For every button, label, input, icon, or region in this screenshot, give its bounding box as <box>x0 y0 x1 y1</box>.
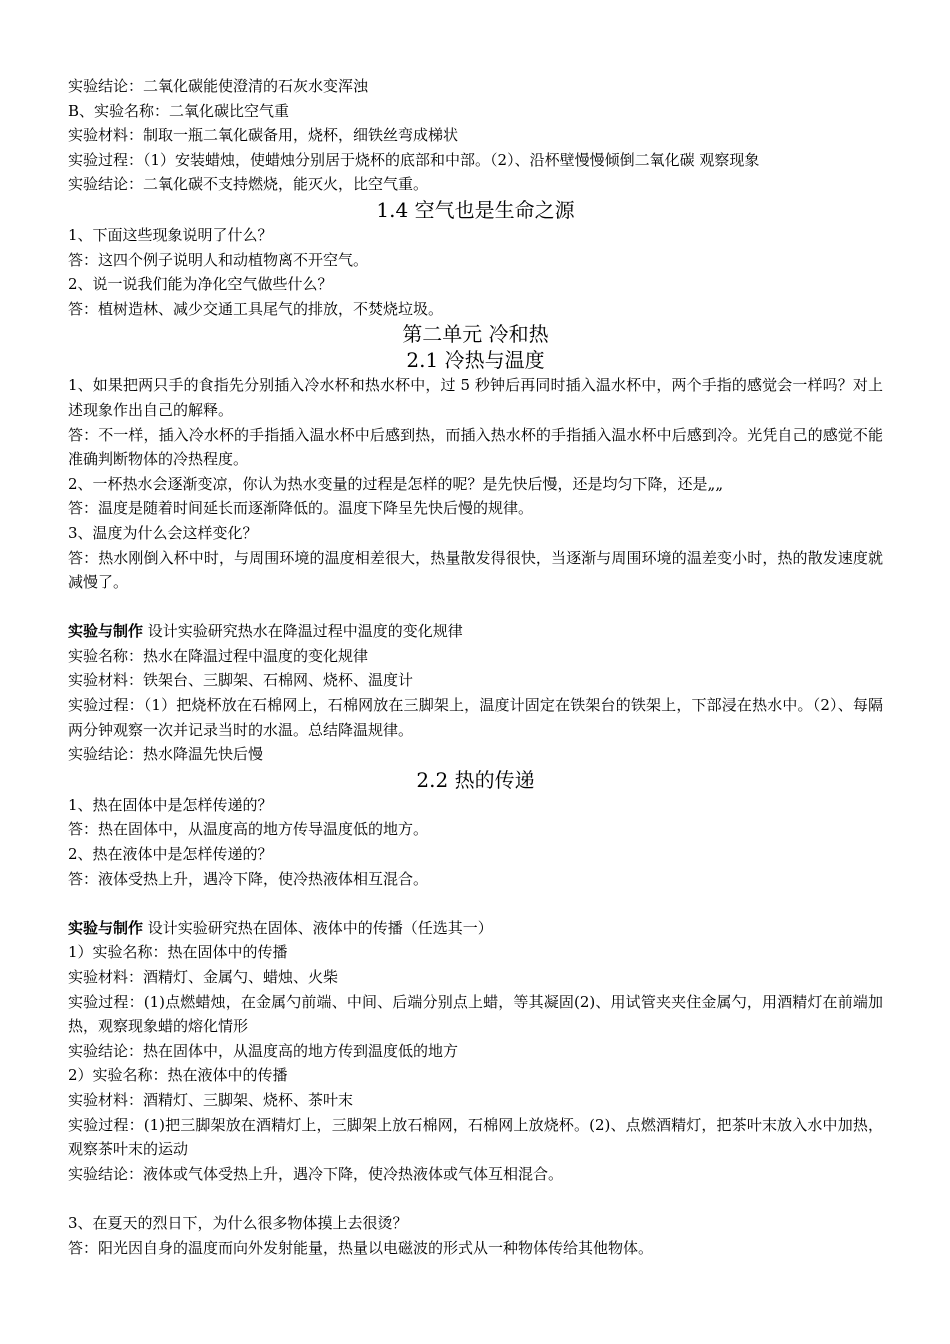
experiment-heading <box>68 619 883 644</box>
answer-line: 答：植树造林、减少交通工具尾气的排放，不焚烧垃圾。 <box>68 299 444 318</box>
text-paragraph: 实验过程：(1)把三脚架放在酒精灯上，三脚架上放石棉网，石棉网上放烧杯。(2)、点燃酒精灯，把茶叶末放入水中加热，观察茶叶末的运动 <box>68 1115 883 1159</box>
question-line: 2、热在液体中是怎样传递的？ <box>68 845 273 864</box>
question-line: 1、下面这些现象说明了什么？ <box>68 225 273 244</box>
question-line: 3、在夏天的烈日下，为什么很多物体摸上去很烫？ <box>68 1213 408 1232</box>
answer-paragraph: 答：不一样，插入冷水杯的手指插入温水杯中后感到热，而插入热水杯的手指插入温水杯中后感到冷。光凭自己的感觉不能准确判断物体的冷热程度。 <box>68 425 883 469</box>
question-line: 3、温度为什么会这样变化？ <box>68 523 258 542</box>
section-heading-1-4: 1.4 空气也是生命之源 <box>376 197 575 222</box>
text-line: 实验结论：热水降温先快后慢 <box>68 745 264 764</box>
text-line: 实验过程：（1）安装蜡烛，使蜡烛分别居于烧杯的底部和中部。（2）、沿杯壁慢慢倾倒二氧化碳 观察现象 <box>68 150 760 169</box>
answer-paragraph: 答：热水刚倒入杯中时，与周围环境的温度相差很大，热量散发得很快，当逐渐与周围环境的温差变小时，热的散发速度就减慢了。 <box>68 548 883 592</box>
document-page <box>68 74 883 1260</box>
text-line: B、实验名称：二氧化碳比空气重 <box>68 101 290 120</box>
text-line: 实验结论：二氧化碳不支持燃烧，能灭火，比空气重。 <box>68 175 429 194</box>
text-line: 实验材料：酒精灯、三脚架、烧杯、茶叶末 <box>68 1090 354 1109</box>
text-line: 实验结论：液体或气体受热上升，遇冷下降，使冷热液体或气体互相混合。 <box>68 1164 564 1183</box>
question-paragraph: 1、如果把两只手的食指先分别插入冷水杯和热水杯中，过 5 秒钟后再同时插入温水杯中，两个手指的感觉会一样吗？对上述现象作出自己的解释。 <box>68 376 883 419</box>
text-line: 实验结论：热在固体中，从温度高的地方传到温度低的地方 <box>68 1041 459 1060</box>
blank-line <box>68 595 883 620</box>
answer-line: 答：这四个例子说明人和动植物离不开空气。 <box>68 250 369 269</box>
unit-heading: 第二单元 冷和热 <box>402 322 549 347</box>
answer-line: 答：热在固体中，从温度高的地方传导温度低的地方。 <box>68 820 429 839</box>
text-line: 实验材料：制取一瓶二氧化碳备用，烧杯，细铁丝弯成梯状 <box>68 126 459 145</box>
question-line: 1、热在固体中是怎样传递的？ <box>68 795 273 814</box>
text-paragraph: 实验过程：(1)点燃蜡烛，在金属勺前端、中间、后端分别点上蜡，等其凝固(2)、用试管夹夹住金属勺，用酒精灯在前端加热，观察现象蜡的熔化情形 <box>68 992 883 1036</box>
experiment-label: 实验与制作 <box>68 918 144 937</box>
blank-line <box>68 891 883 916</box>
answer-line: 答：液体受热上升，遇冷下降，使冷热液体相互混合。 <box>68 869 429 888</box>
experiment-heading <box>68 916 883 941</box>
answer-line: 答：温度是随着时间延长而逐渐降低的。温度下降呈先快后慢的规律。 <box>68 499 534 518</box>
experiment-title: 设计实验研究热水在降温过程中温度的变化规律 <box>143 622 463 641</box>
text-paragraph: 实验过程：（1）把烧杯放在石棉网上，石棉网放在三脚架上，温度计固定在铁架台的铁架上，下部浸在热水中。（2）、每隔两分钟观察一次并记录当时的水温。总结降温规律。 <box>68 696 883 739</box>
section-heading-2-1: 2.1 冷热与温度 <box>406 348 545 373</box>
text-line: 实验材料：酒精灯、金属勺、蜡烛、火柴 <box>68 968 339 986</box>
text-line: 实验材料：铁架台、三脚架、石棉网、烧杯、温度计 <box>68 671 414 690</box>
question-line: 2、说一说我们能为净化空气做些什么？ <box>68 275 333 294</box>
text-line: 1）实验名称：热在固体中的传播 <box>68 943 288 962</box>
section-heading-2-2: 2.2 热的传递 <box>416 767 535 792</box>
experiment-title: 设计实验研究热在固体、液体中的传播（任选其一） <box>143 918 493 937</box>
experiment-label: 实验与制作 <box>68 622 144 641</box>
question-line: 2、一杯热水会逐渐变凉，你认为热水变量的过程是怎样的呢？是先快后慢，还是均匀下降，还是„„ <box>68 474 724 493</box>
answer-line: 答：阳光因自身的温度而向外发射能量，热量以电磁波的形式从一种物体传给其他物体。 <box>68 1238 654 1257</box>
blank-line <box>68 1186 883 1211</box>
text-line: 2）实验名称：热在液体中的传播 <box>68 1066 288 1085</box>
text-line: 实验结论：二氧化碳能使澄清的石灰水变浑浊 <box>68 77 369 95</box>
text-line: 实验名称：热水在降温过程中温度的变化规律 <box>68 646 369 665</box>
